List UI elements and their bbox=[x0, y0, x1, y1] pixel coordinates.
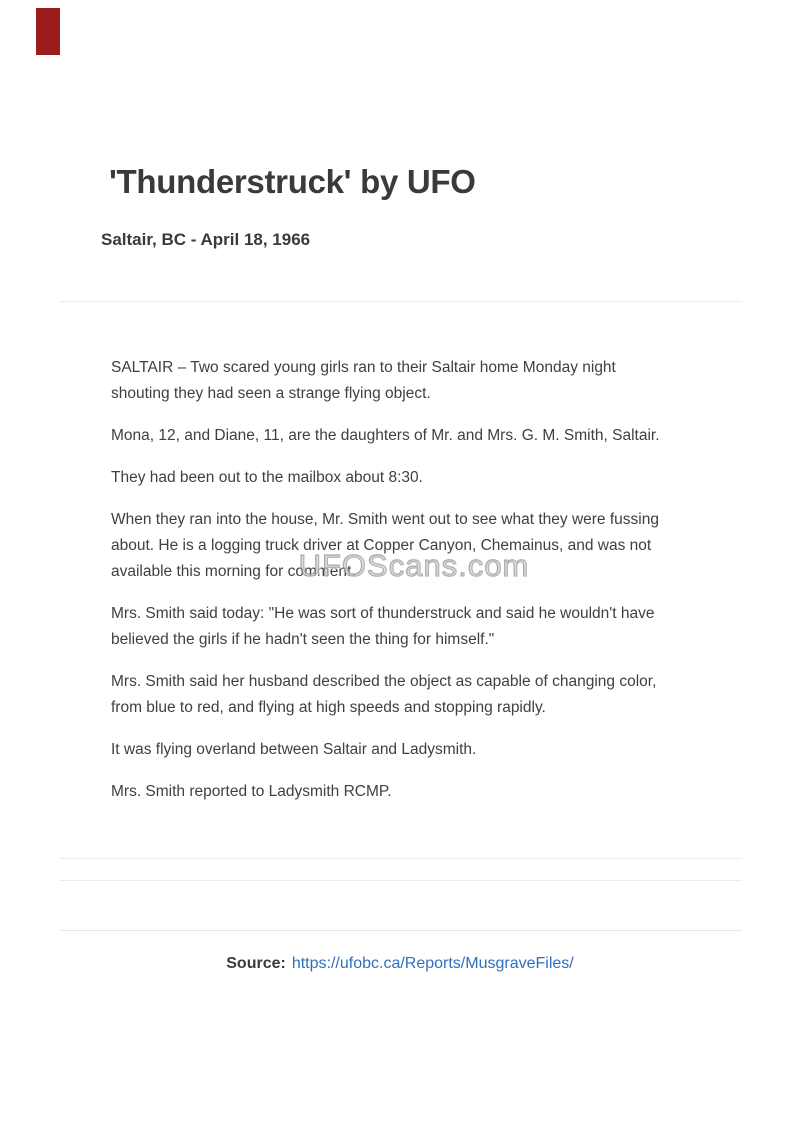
red-corner-marker bbox=[36, 8, 60, 55]
text-line: available this morning for comment. bbox=[111, 563, 356, 580]
text-line: Mrs. Smith said her husband described the object as capable of changing color, bbox=[111, 673, 657, 690]
divider bbox=[60, 301, 742, 302]
paragraph bbox=[111, 737, 760, 763]
paragraph bbox=[111, 423, 760, 449]
paragraph bbox=[111, 779, 760, 805]
paragraph bbox=[111, 465, 760, 491]
paragraph bbox=[111, 507, 760, 585]
text-line: It was flying overland between Saltair and Ladysmith. bbox=[111, 741, 477, 758]
page-subtitle: Saltair, BC - April 18, 1966 bbox=[101, 230, 311, 249]
text-line: When they ran into the house, Mr. Smith went out to see what they were fussing bbox=[111, 511, 659, 528]
source-line bbox=[0, 952, 800, 976]
text-line: shouting they had seen a strange flying object. bbox=[111, 385, 431, 402]
text-line: believed the girls if he hadn't seen the thing for himself." bbox=[111, 631, 495, 648]
watermark: UFOScans.com bbox=[298, 548, 530, 583]
page-title: 'Thunderstruck' by UFO bbox=[109, 163, 476, 200]
article-body bbox=[111, 355, 760, 805]
source-label: Source: bbox=[226, 955, 286, 972]
source-link[interactable]: https://ufobc.ca/Reports/MusgraveFiles/ bbox=[291, 955, 574, 972]
paragraph bbox=[111, 669, 760, 721]
text-line: Mrs. Smith reported to Ladysmith RCMP. bbox=[111, 783, 392, 800]
divider bbox=[60, 858, 742, 859]
paragraph bbox=[111, 355, 760, 407]
text-line: Mrs. Smith said today: "He was sort of thunderstruck and said he wouldn't have bbox=[111, 605, 655, 622]
text-line: Mona, 12, and Diane, 11, are the daughters of Mr. and Mrs. G. M. Smith, Saltair. bbox=[111, 427, 660, 444]
text-line: They had been out to the mailbox about 8:30. bbox=[111, 469, 423, 486]
paragraph bbox=[111, 601, 760, 653]
text-line: from blue to red, and flying at high speeds and stopping rapidly. bbox=[111, 699, 546, 716]
text-line: about. He is a logging truck driver at Copper Canyon, Chemainus, and was not bbox=[111, 537, 652, 554]
text-line: SALTAIR – Two scared young girls ran to their Saltair home Monday night bbox=[111, 359, 616, 376]
divider bbox=[60, 930, 742, 931]
divider bbox=[60, 880, 742, 881]
